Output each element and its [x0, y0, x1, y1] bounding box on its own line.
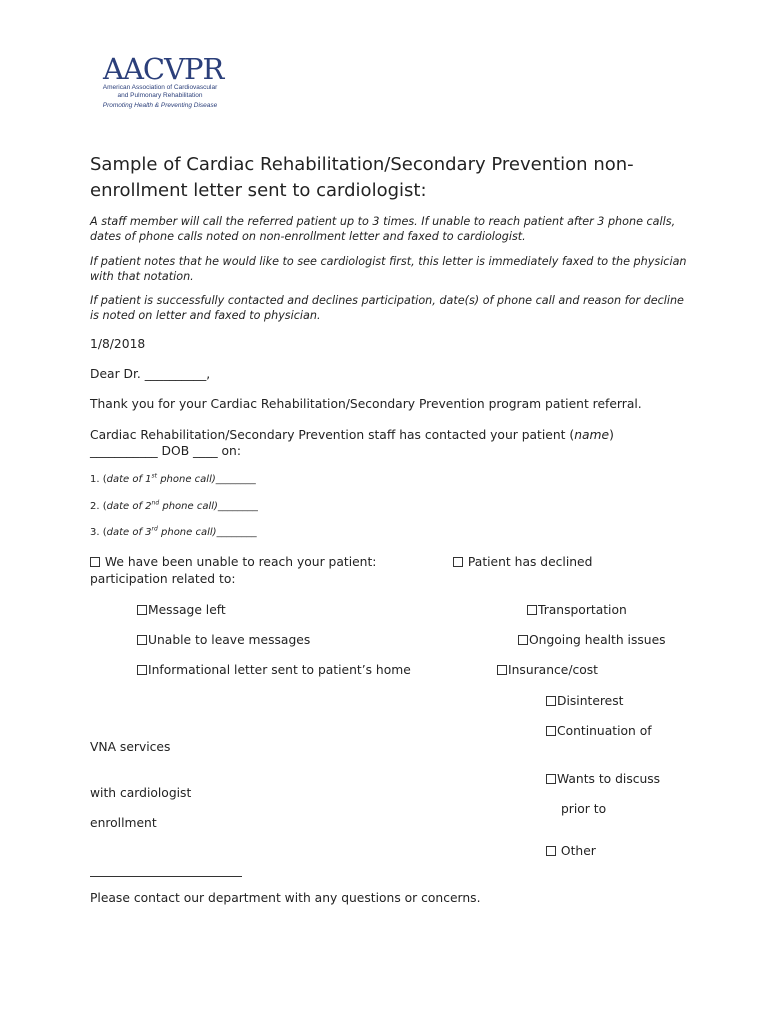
message-left-checkbox[interactable] — [137, 605, 147, 615]
other-checkbox[interactable] — [546, 846, 556, 856]
with-cardiologist-text: with cardiologist — [90, 786, 192, 800]
option-insurance: Insurance/cost — [497, 662, 598, 678]
logo-wordmark: AACVPR — [103, 52, 224, 86]
participation-label: participation related to: — [90, 572, 236, 586]
enrollment-text: enrollment — [90, 816, 157, 830]
option-other: Other — [546, 843, 596, 859]
contacted-prefix: Cardiac Rehabilitation/Secondary Prevention staff has contacted your patient ( — [90, 428, 575, 442]
phone-call-2: 2. (date of 2nd phone call)________ — [90, 499, 258, 512]
option-continuation: Continuation of — [546, 723, 652, 739]
continuation-checkbox[interactable] — [546, 726, 556, 736]
insurance-checkbox[interactable] — [497, 665, 507, 675]
note-see-cardiologist: If patient notes that he would like to see cardiologist first, this letter is immediately faxed to the physician with that notation. — [90, 255, 687, 283]
option-transportation: Transportation — [527, 602, 627, 618]
option-informational-letter: Informational letter sent to patient’s home — [137, 662, 411, 678]
option-message-left: Message left — [137, 602, 226, 618]
note-declines: If patient is successfully contacted and declines participation, date(s) of phone call and reason for decline is noted on letter and faxed to physician. — [90, 294, 684, 322]
thanks-paragraph: Thank you for your Cardiac Rehabilitation/Secondary Prevention program patient referral. — [90, 397, 642, 411]
option-ongoing-health: Ongoing health issues — [518, 632, 666, 648]
dob-line: ___________ DOB ____ on: — [90, 444, 241, 458]
unable-to-reach-checkbox[interactable] — [90, 557, 100, 567]
disinterest-checkbox[interactable] — [546, 696, 556, 706]
signature-line — [90, 876, 242, 877]
vna-services-text: VNA services — [90, 740, 171, 754]
contacted-suffix: ) — [609, 428, 614, 442]
informational-letter-checkbox[interactable] — [137, 665, 147, 675]
phone-call-3: 3. (date of 3rd phone call)________ — [90, 525, 257, 538]
patient-name-placeholder: name — [574, 428, 610, 442]
document-title: Sample of Cardiac Rehabilitation/Secondary Prevention non-enrollment letter sent to cardiologist: — [90, 154, 634, 201]
unable-leave-messages-checkbox[interactable] — [137, 635, 147, 645]
option-disinterest: Disinterest — [546, 693, 623, 709]
logo-tagline: Promoting Health & Preventing Disease — [102, 102, 218, 109]
declined-checkbox[interactable] — [453, 557, 463, 567]
wants-discuss-checkbox[interactable] — [546, 774, 556, 784]
unable-to-reach-option — [90, 554, 376, 570]
note-staff-calls: A staff member will call the referred patient up to 3 times. If unable to reach patient after 3 phone calls, dates of phone calls noted on non-enrollment letter and faxed to cardiologist. — [90, 215, 676, 243]
letter-date: 1/8/2018 — [90, 337, 146, 351]
aacvpr-logo — [99, 52, 224, 110]
logo-org-line2: and Pulmonary Rehabilitation — [117, 92, 203, 99]
declined-label: Patient has declined — [467, 555, 593, 569]
ongoing-health-checkbox[interactable] — [518, 635, 528, 645]
closing-text: Please contact our department with any questions or concerns. — [90, 891, 481, 905]
salutation: Dear Dr. __________, — [90, 367, 211, 381]
option-wants-discuss: Wants to discuss — [546, 771, 660, 787]
transportation-checkbox[interactable] — [527, 605, 537, 615]
prior-to-text: prior to — [561, 802, 607, 816]
contacted-paragraph — [90, 427, 614, 443]
option-unable-leave-messages: Unable to leave messages — [137, 632, 310, 648]
unable-to-reach-label: We have been unable to reach your patient: — [104, 555, 377, 569]
declined-option — [453, 554, 592, 570]
logo-org-line1: American Association of Cardiovascular — [102, 84, 218, 91]
phone-call-1: 1. (date of 1st phone call)________ — [90, 472, 256, 485]
